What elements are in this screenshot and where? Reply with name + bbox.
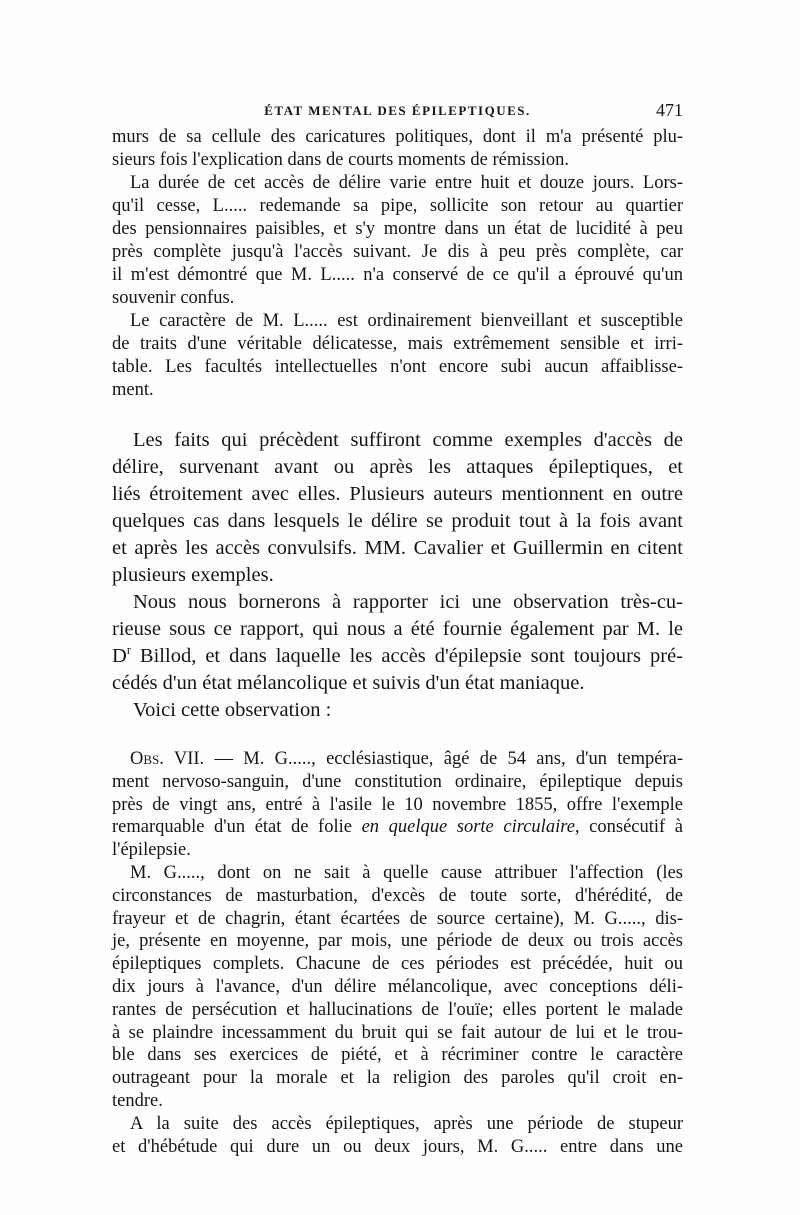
line-text: consécutif à <box>579 817 683 838</box>
text-line: rantes de persécution et hallucinations de l'ouïe; elles portent le malade <box>112 999 683 1020</box>
observation-vii <box>112 748 683 1158</box>
line-text: remarquable d'un état de folie <box>112 817 362 838</box>
page-header <box>112 100 683 120</box>
text-line: je, présente en moyenne, par mois, une période de deux ou trois accès <box>112 931 683 952</box>
text-line: dix jours à l'avance, d'un délire mélancolique, avec conceptions déli- <box>112 976 683 997</box>
text-line: A la suite des accès épileptiques, après une période de stupeur <box>130 1113 683 1134</box>
text-line: près de vingt ans, entré à l'asile le 10 novembre 1855, offre l'exemple <box>112 794 683 815</box>
text-line: Les faits qui précèdent suffiront comme exemples d'accès de <box>133 429 683 451</box>
text-line: épileptiques complets. Chacune de ces périodes est précédée, huit ou <box>112 954 683 975</box>
text-line: outrageant pour la morale et la religion des paroles qu'il croit en- <box>112 1068 683 1089</box>
text-line: Voici cette observation : <box>133 699 332 721</box>
text-line: à se plaindre incessamment du bruit qui se fait autour de lui et le trou- <box>112 1022 683 1043</box>
text-line <box>112 643 683 670</box>
text-line: cédés d'un état mélancolique et suivis d'un état maniaque. <box>112 672 585 694</box>
text-line: ble dans ses exercices de piété, et à récriminer contre le caractère <box>112 1045 683 1066</box>
case-continuation <box>112 126 683 402</box>
text-line: l'épilepsie. <box>112 840 191 861</box>
text-line: Nous nous bornerons à rapporter ici une observation très-cu- <box>133 591 683 613</box>
text-line: ment. <box>112 380 154 400</box>
text-line: de traits d'une véritable délicatesse, mais extrêmement sensible et irri- <box>112 334 683 354</box>
text-line: Le caractère de M. L..... est ordinairement bienveillant et susceptible <box>130 311 683 331</box>
text-line: rieuse sous ce rapport, qui nous a été fournie également par M. le <box>112 618 683 640</box>
page-number: 471 <box>656 100 683 120</box>
doctor-abbreviation-superscript: r <box>126 643 131 658</box>
text-line: quelques cas dans lesquels le délire se produit tout à la fois avant <box>112 510 683 532</box>
text-line: murs de sa cellule des caricatures politiques, dont il m'a présenté plu- <box>112 127 683 147</box>
text-line: table. Les facultés intellectuelles n'ont encore subi aucun affaiblisse- <box>112 357 683 377</box>
paragraph <box>112 427 683 589</box>
discussion <box>112 427 683 724</box>
running-title: ÉTAT MENTAL DES ÉPILEPTIQUES. <box>264 103 531 118</box>
paragraph <box>112 862 683 1113</box>
text-line: circonstances de masturbation, d'excès de toute sorte, d'hérédité, de <box>112 885 683 906</box>
text-line: et après les accès convulsifs. MM. Cavalier et Guillermin en citent <box>112 537 683 559</box>
paragraph <box>112 172 683 310</box>
text-line: frayeur et de chagrin, étant écartées de source certaine), M. G....., dis- <box>112 908 683 929</box>
paragraph <box>112 310 683 402</box>
text-line: La durée de cet accès de délire varie entre huit et douze jours. Lors- <box>130 173 683 193</box>
text-line: qu'il cesse, L..... redemande sa pipe, sollicite son retour au quartier <box>112 196 683 216</box>
text-line: plusieurs exemples. <box>112 564 274 586</box>
text-line <box>112 748 683 771</box>
italic-phrase: en quelque sorte circulaire, <box>361 817 580 838</box>
text-line: liés étroitement avec elles. Plusieurs auteurs mentionnent en outre <box>112 483 683 505</box>
text-line: ment nervoso-sanguin, d'une constitution ordinaire, épileptique depuis <box>112 771 683 792</box>
line-text: Billod, et dans laquelle les accès d'épilepsie sont toujours pré- <box>130 645 683 667</box>
paragraph <box>112 1113 683 1159</box>
text-line <box>112 816 683 839</box>
text-line: tendre. <box>112 1090 163 1111</box>
doctor-abbreviation: D <box>112 645 127 667</box>
text-line: délire, survenant avant ou après les attaques épileptiques, et <box>112 456 683 478</box>
text-line: des pensionnaires paisibles, et s'y montre dans un état de lucidité à peu <box>112 219 683 239</box>
paragraph <box>112 126 683 172</box>
text-line: souvenir confus. <box>112 288 235 308</box>
text-line: près complète jusqu'à l'accès suivant. Je dis à peu près complète, car <box>112 242 683 262</box>
observation-label: Obs. <box>130 749 164 769</box>
text-line: il m'est démontré que M. L..... n'a conservé de ce qu'il a éprouvé qu'un <box>112 265 683 285</box>
text-line: sieurs fois l'explication dans de courts moments de rémission. <box>112 150 570 170</box>
paragraph <box>112 697 683 724</box>
text-line: M. G....., dont on ne sait à quelle cause attribuer l'affection (les <box>130 862 683 883</box>
line-text: VII. — M. G....., ecclésiastique, âgé de 54 ans, d'un tempéra- <box>163 749 683 769</box>
paragraph <box>112 748 683 862</box>
paragraph <box>112 589 683 697</box>
text-line: et d'hébétude qui dure un ou deux jours, M. G..... entre dans une <box>112 1136 683 1157</box>
